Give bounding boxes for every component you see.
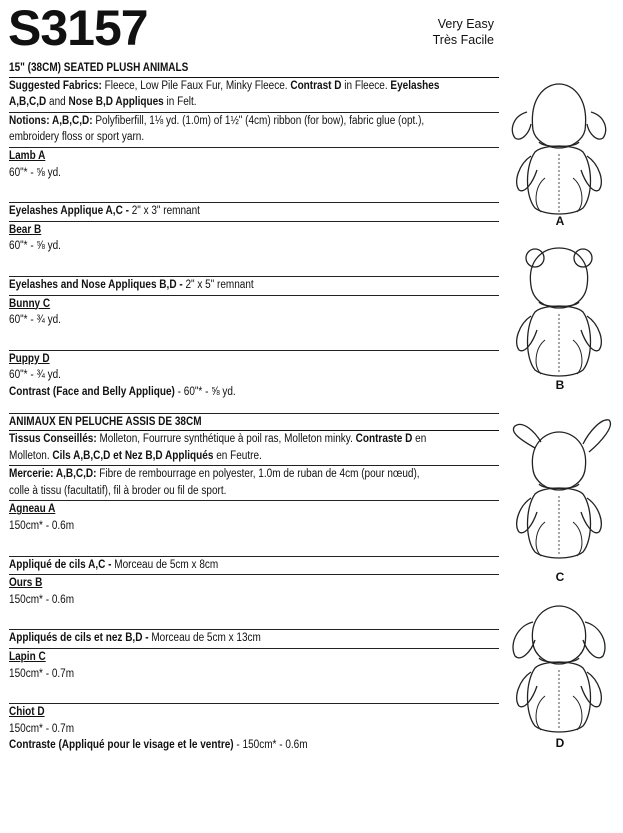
bear-illustration <box>505 242 615 382</box>
puppy-label: Puppy D <box>9 352 50 365</box>
english-fabrics-line2 <box>9 94 435 111</box>
english-title: 15" (38CM) SEATED PLUSH ANIMALS <box>9 62 189 74</box>
fabrics-text: Fleece, Low Pile Faux Fur, Minky Fleece. <box>101 79 291 92</box>
eyelash-ac-label: Eyelashes Applique A,C - <box>9 205 129 218</box>
ours-label: Ours B <box>9 577 43 590</box>
cils-nez-value: Morceau de 5cm x 13cm <box>148 632 261 645</box>
contrast-value: - 60"* - ⅝ yd. <box>174 385 236 398</box>
bear-label: Bear B <box>9 223 42 236</box>
agneau-yardage: 150cm* - 0.6m <box>9 520 75 533</box>
view-d-label: D <box>555 736 565 750</box>
eyelash-nose-label: Eyelashes and Nose Appliques B,D - <box>9 278 183 291</box>
pattern-number: S3157 <box>8 0 148 56</box>
cils-nez-label: Cils A,B,C,D et Nez B,D Appliqués <box>52 449 214 462</box>
puppy-illustration <box>505 600 615 740</box>
lapin-yardage: 150cm* - 0.7m <box>9 667 75 680</box>
contraste-applique <box>9 737 435 754</box>
spacer <box>9 255 499 275</box>
chiot-yardage: 150cm* - 0.7m <box>9 722 75 735</box>
spacer <box>9 682 499 702</box>
feutre-text: en Feutre. <box>213 449 262 462</box>
spacer <box>9 608 499 628</box>
lamb-illustration <box>505 78 615 218</box>
contrast-d-text: en <box>412 433 427 446</box>
notions-label: Notions: A,B,C,D: <box>9 114 93 127</box>
contrast-d-text: in Fleece. <box>341 79 391 92</box>
contraste-value: - 150cm* - 0.6m <box>233 739 308 752</box>
bunny-label: Bunny C <box>9 297 51 310</box>
lamb-yardage: 60"* - ⅝ yd. <box>9 166 61 179</box>
puppy-yardage: 60"* - ¾ yd. <box>9 369 61 382</box>
agneau-label: Agneau A <box>9 503 56 516</box>
eyelash-ac-value: 2" x 3" remnant <box>128 205 200 218</box>
spacer <box>9 329 499 349</box>
eyelashes-label: Eyelashes <box>390 79 440 92</box>
bunny-yardage: 60"* - ¾ yd. <box>9 314 61 327</box>
cils-ac-label: Appliqué de cils A,C - <box>9 558 112 571</box>
fabrics-label: Suggested Fabrics: <box>9 79 102 92</box>
bunny-illustration <box>505 414 615 564</box>
chiot-label: Chiot D <box>9 706 45 719</box>
english-notions-line2: embroidery floss or sport yarn. <box>9 131 145 144</box>
french-title: ANIMAUX EN PELUCHE ASSIS DE 38CM <box>9 415 202 428</box>
contrast-d-label: Contraste D <box>355 433 413 446</box>
eyelash-nose-bd <box>9 277 435 294</box>
applique-cils-ac <box>9 557 435 574</box>
difficulty-fr: Très Facile <box>432 33 494 47</box>
molleton-text: Molleton. <box>9 449 53 462</box>
difficulty-rating <box>420 16 494 48</box>
lamb-label: Lamb A <box>9 149 46 162</box>
nose-appliques-label: Nose B,D Appliques <box>68 96 164 109</box>
cils-nez-label: Appliqués de cils et nez B,D - <box>9 632 149 645</box>
contrast-label: Contrast (Face and Belly Applique) <box>9 385 175 398</box>
contraste-label: Contraste (Appliqué pour le visage et le ventre) <box>9 739 234 752</box>
notions-text: Fibre de rembourrage en polyester, 1.0m de ruban de 4cm (pour nœud), <box>96 468 420 481</box>
view-b-label: B <box>555 378 565 392</box>
fabrics-text: Molleton, Fourrure synthétique à poil ras, Molleton minky. <box>96 433 356 446</box>
french-notions-line1 <box>9 466 435 483</box>
eyelash-nose-value: 2" x 5" remnant <box>182 278 254 291</box>
view-c-label: C <box>555 570 565 584</box>
notions-label: Mercerie: A,B,C,D: <box>9 468 97 481</box>
french-notions-line2: colle à tissu (facultatif), fil à broder ou fil de sport. <box>9 484 227 497</box>
and-text: and <box>46 96 69 109</box>
appliques-cils-nez-bd <box>9 630 435 647</box>
contrast-d-label: Contrast D <box>290 79 342 92</box>
fabrics-label: Tissus Conseillés: <box>9 433 97 446</box>
cils-ac-value: Morceau de 5cm x 8cm <box>111 558 219 571</box>
spacer <box>9 181 499 201</box>
views-label: A,B,C,D <box>9 96 47 109</box>
bear-yardage: 60"* - ⅝ yd. <box>9 240 61 253</box>
view-a-label: A <box>555 214 565 228</box>
english-notions-line1 <box>9 113 435 130</box>
french-fabrics-line1 <box>9 431 435 448</box>
french-fabrics-line2 <box>9 448 435 465</box>
ours-yardage: 150cm* - 0.6m <box>9 593 75 606</box>
eyelash-applique-ac <box>9 203 435 220</box>
spacer <box>9 535 499 555</box>
difficulty-en: Very Easy <box>437 17 494 31</box>
spacer <box>9 401 499 412</box>
view-illustrations <box>505 60 623 833</box>
english-fabrics-line1 <box>9 78 440 95</box>
notions-text: Polyfiberfill, 1⅛ yd. (1.0m) of 1½" (4cm) ribbon (for bow), fabric glue (opt.), <box>92 114 425 127</box>
lapin-label: Lapin C <box>9 651 46 664</box>
instructions-column <box>9 60 499 754</box>
felt-text: in Felt. <box>163 96 197 109</box>
contrast-applique <box>9 384 435 401</box>
